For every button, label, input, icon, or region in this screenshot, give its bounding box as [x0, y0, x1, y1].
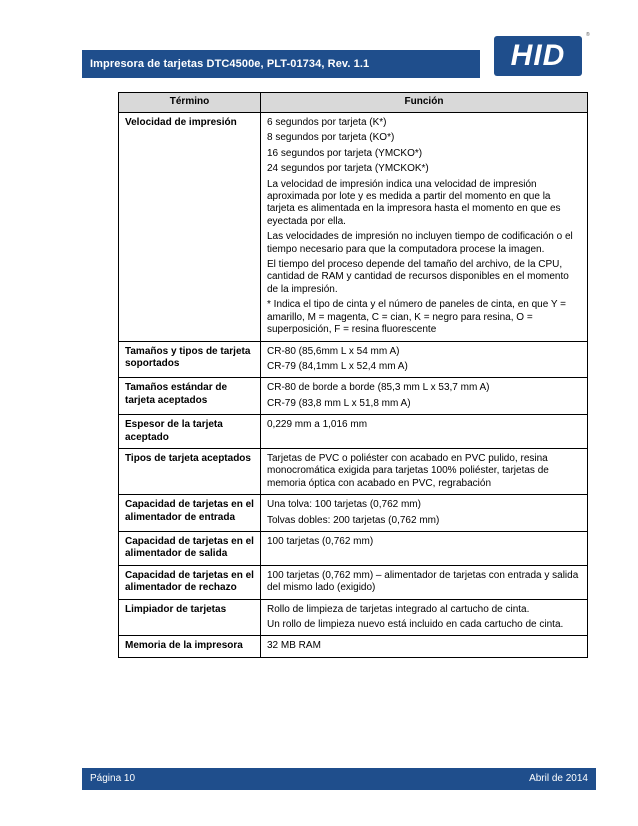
- table-row: [119, 495, 588, 532]
- table-row: [119, 636, 588, 657]
- row-term: Capacidad de tarjetas en el alimentador de rechazo: [119, 565, 261, 599]
- row-function: [261, 341, 588, 378]
- row-function: [261, 113, 588, 342]
- row-term: Memoria de la impresora: [119, 636, 261, 657]
- footer-bar: [82, 768, 596, 790]
- function-line: 0,229 mm a 1,016 mm: [267, 419, 368, 431]
- function-line: 24 segundos por tarjeta (YMCKOK*): [267, 163, 429, 175]
- row-term: Capacidad de tarjetas en el alimentador de entrada: [119, 495, 261, 532]
- document-title: Impresora de tarjetas DTC4500e, PLT-01734, Rev. 1.1: [90, 58, 370, 70]
- header-term: Término: [119, 93, 261, 113]
- table-header-row: [119, 93, 588, 113]
- function-line: El tiempo del proceso depende del tamaño del archivo, de la CPU, cantidad de RAM y cantidad de recursos disponibles en el momento de la impresión.: [267, 259, 569, 295]
- function-line: 100 tarjetas (0,762 mm): [267, 535, 374, 547]
- spec-table: [118, 92, 588, 658]
- row-function: [261, 636, 588, 657]
- row-term: Velocidad de impresión: [119, 113, 261, 342]
- row-function: [261, 495, 588, 532]
- footer-date: Abril de 2014: [529, 773, 588, 784]
- hid-logo-text: HID: [510, 39, 566, 72]
- hid-logo: [494, 36, 582, 76]
- header-bar: [82, 50, 480, 78]
- function-line: Rollo de limpieza de tarjetas integrado al cartucho de cinta.: [267, 603, 530, 615]
- function-line: 6 segundos por tarjeta (K*): [267, 117, 387, 128]
- row-term: Espesor de la tarjeta aceptado: [119, 415, 261, 449]
- table-body: [119, 113, 588, 658]
- registered-mark: ®: [586, 32, 590, 38]
- table-row: [119, 565, 588, 599]
- function-line: Un rollo de limpieza nuevo está incluido en cada cartucho de cinta.: [267, 619, 564, 630]
- table-row: [119, 599, 588, 636]
- function-line: CR-80 (85,6mm L x 54 mm A): [267, 345, 400, 357]
- row-term: Limpiador de tarjetas: [119, 599, 261, 636]
- function-line: Una tolva: 100 tarjetas (0,762 mm): [267, 499, 421, 511]
- header-function: Función: [261, 93, 588, 113]
- function-line: Tolvas dobles: 200 tarjetas (0,762 mm): [267, 514, 440, 526]
- row-function: [261, 415, 588, 449]
- function-line: * Indica el tipo de cinta y el número de paneles de cinta, en que Y = amarillo, M = magenta, C = cian, K = negro para resina, O = superposición, F = resina fluorescente: [267, 299, 567, 336]
- table-row: [119, 113, 588, 342]
- table-row: [119, 341, 588, 378]
- function-line: 100 tarjetas (0,762 mm) – alimentador de tarjetas con entrada y salida del mismo lado (exigido): [267, 569, 579, 594]
- function-line: CR-79 (83,8 mm L x 51,8 mm A): [267, 397, 411, 409]
- row-function: [261, 378, 588, 415]
- row-function: [261, 565, 588, 599]
- row-function: [261, 599, 588, 636]
- row-term: Tipos de tarjeta aceptados: [119, 448, 261, 494]
- function-line: 32 MB RAM: [267, 640, 321, 652]
- table-row: [119, 415, 588, 449]
- table-row: [119, 448, 588, 494]
- function-line: La velocidad de impresión indica una velocidad de impresión aproximada por lote y es medida a partir del momento en que la tarjeta es alimentada en la impresora hasta el momento en que es eyectada por ella.: [267, 178, 561, 227]
- row-function: [261, 448, 588, 494]
- function-line: 8 segundos por tarjeta (KO*): [267, 132, 395, 144]
- row-term: Tamaños y tipos de tarjeta soportados: [119, 341, 261, 378]
- function-line: 16 segundos por tarjeta (YMCKO*): [267, 147, 423, 159]
- function-line: CR-79 (84,1mm L x 52,4 mm A): [267, 360, 408, 372]
- row-term: Tamaños estándar de tarjeta aceptados: [119, 378, 261, 415]
- page-number: Página 10: [90, 773, 136, 784]
- table-row: [119, 378, 588, 415]
- row-function: [261, 531, 588, 565]
- table-row: [119, 531, 588, 565]
- function-line: Tarjetas de PVC o poliéster con acabado en PVC pulido, resina monocromática exigida para tarjetas 100% poliéster, tarjetas de memoria óptica con acabado en PVC, regrabación: [267, 452, 549, 489]
- row-term: Capacidad de tarjetas en el alimentador de salida: [119, 531, 261, 565]
- function-line: CR-80 de borde a borde (85,3 mm L x 53,7 mm A): [267, 382, 490, 394]
- function-line: Las velocidades de impresión no incluyen tiempo de codificación o el tiempo necesario para que la computadora procese la imagen.: [267, 231, 573, 255]
